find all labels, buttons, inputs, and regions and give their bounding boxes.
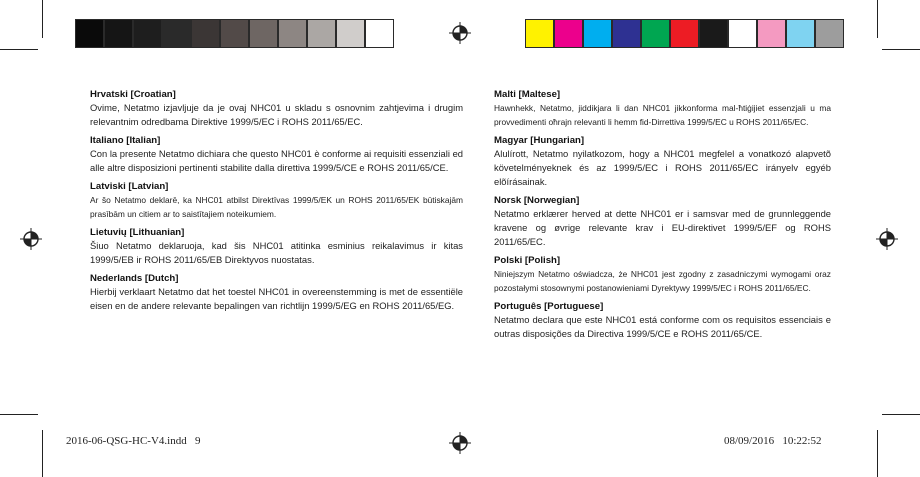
right-column xyxy=(494,89,831,347)
declaration-text: Netatmo erklærer herved at dette NHC01 er i samsvar med de grunnleggende kravene og øvrige relevante krav i EU-direktivet 1999/5/EF og ROHS 2011/65/EC. xyxy=(494,208,831,247)
gray-swatch xyxy=(220,19,249,48)
color-swatch xyxy=(612,19,641,48)
section-italian xyxy=(90,135,463,175)
gray-swatch xyxy=(133,19,162,48)
gray-swatch xyxy=(104,19,133,48)
registration-mark-top-icon xyxy=(449,22,471,44)
declaration-text: Šiuo Netatmo deklaruoja, kad šis NHC01 atitinka esminius reikalavimus ir kitas 1999/5/EB ir ROHS 2011/65/EB Direktyvos nuostatas. xyxy=(90,240,463,265)
gray-swatch xyxy=(75,19,104,48)
crop-mark-bottom-right-v xyxy=(877,430,878,477)
section-dutch xyxy=(90,273,463,313)
color-swatch xyxy=(525,19,554,48)
slug-file-name: 2016-06-QSG-HC-V4.indd 9 xyxy=(66,435,201,447)
section-hungarian xyxy=(494,135,831,189)
color-swatch xyxy=(815,19,844,48)
section-norwegian xyxy=(494,195,831,249)
crop-mark-top-left-h xyxy=(0,49,38,50)
language-heading: Malti [Maltese] xyxy=(494,89,561,100)
color-swatch xyxy=(786,19,815,48)
declaration-text: Con la presente Netatmo dichiara che questo NHC01 è conforme ai requisiti essenziali ed alle altre disposizioni pertinenti stabilite dalla direttiva 1999/5/CE e ROHS 2011/65/CE. xyxy=(90,148,463,173)
declaration-text: Hierbij verklaart Netatmo dat het toestel NHC01 in overeenstemming is met de essentiële eisen en de andere relevante bepalingen van richtlijn 1999/5/EG en ROHS 2011/65/EG. xyxy=(90,286,463,311)
gray-swatch xyxy=(191,19,220,48)
language-heading: Latviski [Latvian] xyxy=(90,181,169,192)
crop-mark-bottom-right-h xyxy=(882,414,920,415)
registration-mark-right-icon xyxy=(876,228,898,250)
declaration-text: Ovime, Netatmo izjavljuje da je ovaj NHC01 u skladu s osnovnim zahtjevima i drugim relevantnim odredbama Direktive 1999/5/EC i ROHS 2011/65/EC. xyxy=(90,102,463,127)
gray-swatch xyxy=(278,19,307,48)
gray-swatch xyxy=(365,19,394,48)
section-lithuanian xyxy=(90,227,463,267)
section-maltese xyxy=(494,89,831,129)
section-latvian xyxy=(90,181,463,221)
language-heading: Português [Portuguese] xyxy=(494,301,604,312)
section-polish xyxy=(494,255,831,295)
color-swatch xyxy=(670,19,699,48)
registration-mark-bottom-icon xyxy=(449,432,471,454)
declaration-text: Alulírott, Netatmo nyilatkozom, hogy a NHC01 megfelel a vonatkozó alapvetõ követelményeknek és az 1999/5/EC i ROHS 2011/65/EC irányelv egyéb elõírásainak. xyxy=(494,148,831,187)
registration-mark-left-icon xyxy=(20,228,42,250)
crop-mark-bottom-left-h xyxy=(0,414,38,415)
declaration-text: Hawnhekk, Netatmo, jiddikjara li dan NHC01 jikkonforma mal-ħtiġijiet essenzjali u ma provvedimenti oħrajn relevanti li hemm fid-Dirrettiva 1999/5/EC u ROHS 2011/65/EC. xyxy=(494,103,831,127)
gray-swatch xyxy=(162,19,191,48)
slug-timestamp: 08/09/2016 10:22:52 xyxy=(724,435,822,447)
color-swatch xyxy=(583,19,612,48)
left-column xyxy=(90,89,463,319)
color-swatch xyxy=(641,19,670,48)
color-swatch xyxy=(699,19,728,48)
crop-mark-top-right-v xyxy=(877,0,878,38)
gray-swatch xyxy=(336,19,365,48)
language-heading: Lietuvių [Lithuanian] xyxy=(90,227,185,238)
language-heading: Nederlands [Dutch] xyxy=(90,273,179,284)
color-swatch xyxy=(728,19,757,48)
color-swatch xyxy=(554,19,583,48)
language-heading: Hrvatski [Croatian] xyxy=(90,89,176,100)
language-heading: Magyar [Hungarian] xyxy=(494,135,585,146)
declaration-text: Ar šo Netatmo deklarē, ka NHC01 atbilst Direktīvas 1999/5/EK un ROHS 2011/65/EK būtiskajām prasībām un citiem ar to saistītajiem noteikumiem. xyxy=(90,195,463,219)
language-heading: Norsk [Norwegian] xyxy=(494,195,580,206)
crop-mark-top-left-v xyxy=(42,0,43,38)
crop-mark-bottom-left-v xyxy=(42,430,43,477)
section-croatian xyxy=(90,89,463,129)
declaration-text: Niniejszym Netatmo oświadcza, że NHC01 jest zgodny z zasadniczymi wymogami oraz pozostałymi stosownymi postanowieniami Dyrektywy 1999/5/EC i ROHS 2011/65/EC. xyxy=(494,269,831,293)
section-portuguese xyxy=(494,301,831,341)
gray-swatch xyxy=(249,19,278,48)
color-swatch xyxy=(757,19,786,48)
language-heading: Polski [Polish] xyxy=(494,255,561,266)
gray-swatch xyxy=(307,19,336,48)
declaration-text: Netatmo declara que este NHC01 está conforme com os requisitos essenciais e outras disposições da Directiva 1999/5/CE e ROHS 2011/65/CE. xyxy=(494,314,831,339)
crop-mark-top-right-h xyxy=(882,49,920,50)
language-heading: Italiano [Italian] xyxy=(90,135,161,146)
